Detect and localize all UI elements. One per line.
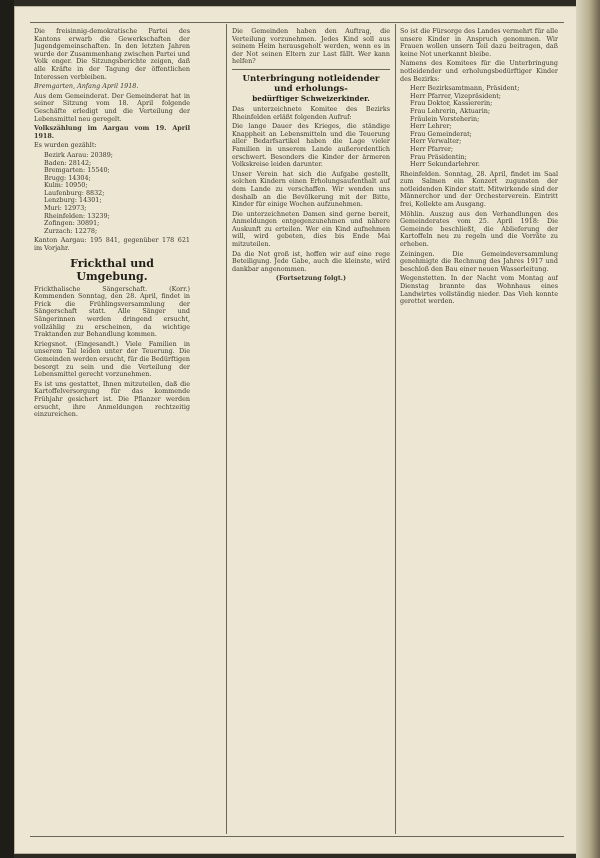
paragraph: So ist die Fürsorge des Landes vermehrt für alle unsere Kinder in Anspruch genommen. Wir Frauen wollen unsern Teil dazu beitragen, daß keine Not unerkannt bleibe. [400,28,558,58]
census-row: Baden: 28142; [44,158,92,167]
paragraph: Kriegsnot. (Eingesandt.) Viele Familien in unserem Tal leiden unter der Teuerung. Die Gemeinden werden ersucht, für die Bedürftigen besorgt zu sein und die Verteilung der Lebensmittel gerecht vorzunehmen. [34,339,190,379]
census-row: Bremgarten: 15540; [44,166,110,175]
committee-member: Herr Verwalter; [410,137,462,146]
committee-intro: Namens des Komitees für die Unterbringung notleidender und erholungsbedürftiger Kinder des Bezirks: [400,59,558,83]
column-rule-2 [395,24,396,834]
census-row: Zurzach: 12278; [44,226,98,235]
article-heading-line-2: bedürftiger Schweizerkinder. [252,93,370,103]
article-heading-line-1: Unterbringung notleidender und erholungs- [242,73,380,94]
census-row: Muri: 12973; [44,204,87,213]
paragraph: Die Gemeinden haben den Auftrag, die Verteilung vorzunehmen. Jedes Kind soll aus seinem Heim herausgeholt werden, wenn es in der Not seinen Eltern zur Last fällt. Wer kann helfen? [232,28,390,66]
committee-member: Herr Lehrer; [410,122,452,131]
census-row: Kulm: 10950; [44,181,88,190]
census-row: Laufenburg: 8832; [44,188,105,197]
census-list [34,152,190,236]
census-row: Rheinfelden: 13239; [44,211,110,220]
committee-member: Herr Bezirksamtmann, Präsident; [410,84,520,93]
column-middle [232,28,390,840]
census-row: Bezirk Aarau: 20389; [44,150,113,159]
committee-member: Frau Lehrerin, Aktuarin; [410,106,491,115]
committee-list [400,85,558,169]
continued-note: (Fortsetzung folgt.) [275,274,347,283]
committee-member: Frau Doktor, Kassiererin; [410,99,493,108]
section-divider [232,69,390,70]
census-row: Brugg: 14304; [44,173,91,182]
paragraph: Möhlin. Auszug aus den Verhandlungen des Gemeinderates vom 25. April 1918: Die Gemeinde beschließt, die Ablieferung der Kartoffeln neu zu regeln und die Vorräte zu erheben. [400,209,558,249]
census-intro: Es wurden gezählt: [34,141,97,150]
note: Volkszählung im Aargau vom 19. April 1918. [34,124,190,140]
dateline: Bremgarten, Anfang April 1918. [34,82,139,91]
committee-member: Herr Pfarrer; [410,144,454,153]
paragraph: Rheinfelden. Sonntag, 28. April, findet im Saal zum Salmen ein Konzert zugunsten der notleidenden Kinder statt. Mitwirkende sind der Männerchor und der Orchesterverein. Eintritt frei, Kollekte am Ausgang. [400,169,558,209]
section-heading: Frickthal und Umgebung. [70,256,154,283]
committee-member: Herr Sekundarlehrer. [410,160,480,169]
committee-member: Herr Pfarrer, Vizepräsident; [410,91,501,100]
paragraph: Zeiningen. Die Gemeindeversammlung genehmigte die Rechnung des Jahres 1917 und beschloß den Bau einer neuen Wasserleitung. [400,249,558,273]
binding-edge [0,0,14,858]
paragraph: Unser Verein hat sich die Aufgabe gestellt, solchen Kindern einen Erholungsaufenthalt auf dem Lande zu verschaffen. Wir wenden uns deshalb an die Bevölkerung mit der Bitte, Kinder für einige Wochen aufzunehmen. [232,169,390,209]
paragraph: Da die Not groß ist, hoffen wir auf eine rege Beteiligung. Jede Gabe, auch die kleinste, wird dankbar angenommen. [232,249,390,273]
article-heading [232,74,390,103]
column-left [34,28,190,840]
paragraph: Die freisinnig-demokratische Partei des Kantons erwarb die Gewerkschaften der Jugendgemeinschaften. In den letzten Jahren wurde der Zusammenhang zwischen Partei und Volk enger. Die Sitzungsberichte zeigen, daß alle Kräfte in der Tagung der öffentlichen Interessen verbleiben. [34,28,190,81]
paragraph: Die lange Dauer des Krieges, die ständige Knappheit an Lebensmitteln und die Teuerung aller Bedarfsartikel haben die Lage vieler Familien in unserem Lande außerordentlich erschwert. Besonders die Kinder der ärmeren Volkskreise leiden darunter. [232,122,390,169]
census-row: Lenzburg: 14301; [44,196,102,205]
top-rule [30,22,564,23]
paragraph: Wegenstetten. In der Nacht vom Montag auf Dienstag brannte das Wohnhaus eines Landwirtes vollständig nieder. Das Vieh konnte gerettet werden. [400,274,558,306]
committee-member: Frau Gemeinderat; [410,129,472,138]
paragraph: Frickthalische Sängerschaft. (Korr.) Kommenden Sonntag, den 28. April, findet in Frick die Frühlingsversammlung der Sängerschaft statt. Alle Sänger und Sängerinnen werden dringend ersucht, vollzählig zu erscheinen, da wichtige Traktanden zur Behandlung kommen. [34,284,190,339]
column-rule-1 [226,24,227,834]
paragraph: Das unterzeichnete Komitee des Bezirks Rheinfelden erläßt folgenden Aufruf: [232,104,390,121]
paragraph: Es ist uns gestattet, Ihnen mitzuteilen, daß die Kartoffelversorgung für das kommende Frühjahr gesichert ist. Die Pflanzer werden ersucht, ihre Anmeldungen rechtzeitig einzureichen. [34,379,190,419]
committee-member: Fräulein Vorsteherin; [410,114,480,123]
paragraph: Die unterzeichneten Damen sind gerne bereit, Anmeldungen entgegenzunehmen und nähere Auskunft zu erteilen. Wer ein Kind aufnehmen will, wird gebeten, dies bis Ende Mai mitzuteilen. [232,209,390,249]
paragraph: Aus dem Gemeinderat. Der Gemeinderat hat in seiner Sitzung vom 18. April folgende Geschäfte erledigt und die Verteilung der Lebensmittel neu geregelt. [34,91,190,123]
census-total: Kanton Aargau: 195 841, gegenüber 178 621 im Vorjahr. [34,236,190,253]
column-right [400,28,558,840]
census-row: Zofingen: 30891; [44,219,100,228]
committee-member: Frau Präsidentin; [410,152,467,161]
page-curl [576,0,600,858]
